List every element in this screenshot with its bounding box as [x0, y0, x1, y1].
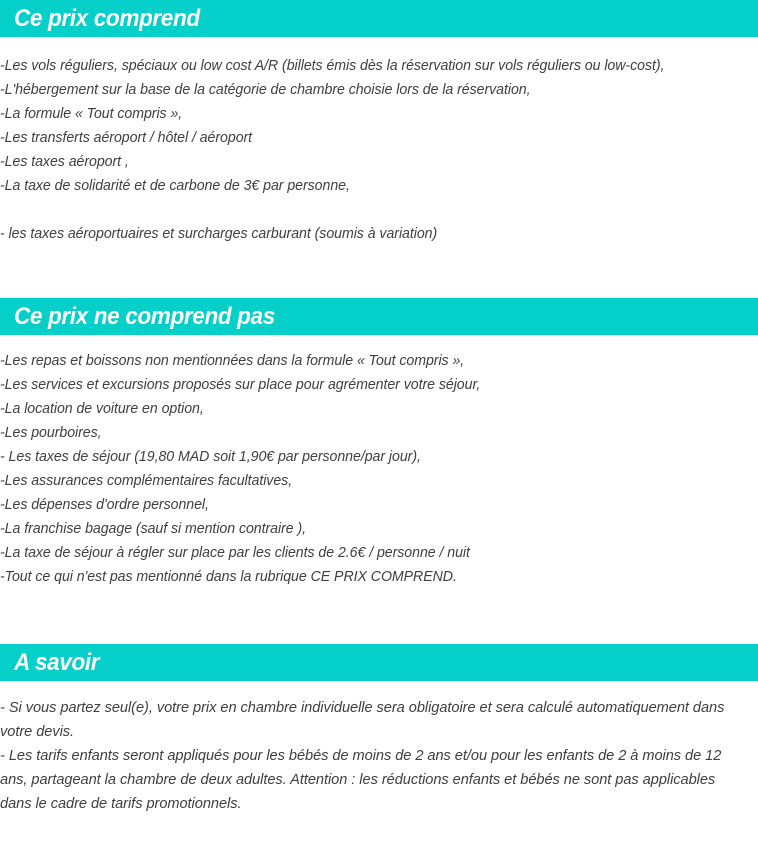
- list-item: -La franchise bagage (sauf si mention contraire ),: [0, 521, 307, 537]
- list-item: -Les assurances complémentaires facultatives,: [0, 473, 293, 489]
- section-body-ce-prix-comprend: [0, 37, 758, 246]
- list-item: -La taxe de séjour à régler sur place par les clients de 2.6€ / personne / nuit: [0, 545, 470, 561]
- section-header-a-savoir: [0, 644, 758, 681]
- list-item: -Les pourboires,: [0, 425, 102, 441]
- list-item: -La formule « Tout compris »,: [0, 106, 183, 122]
- list-item: -Les services et excursions proposés sur place pour agrémenter votre séjour,: [0, 377, 481, 393]
- list-item: -Les vols réguliers, spéciaux ou low cost A/R (billets émis dès la réservation sur vols réguliers ou low-cost),: [0, 58, 665, 74]
- list-item: -Les taxes aéroport ,: [0, 154, 129, 170]
- paragraph: - Les tarifs enfants seront appliqués pour les bébés de moins de 2 ans et/ou pour les enfants de 2 à moins de 12 ans, partageant la chambre de deux adultes. Attention : les réductions enfants et bébés ne sont pas applicables dans le cadre de tarifs promotionnels.: [0, 748, 722, 812]
- list-item: -Les dépenses d'ordre personnel,: [0, 497, 209, 513]
- section-body-a-savoir: [0, 681, 758, 816]
- section-body-ce-prix-ne-comprend-pas: [0, 335, 758, 589]
- section-title: Ce prix comprend: [14, 4, 200, 32]
- list-item: - Les taxes de séjour (19,80 MAD soit 1,90€ par personne/par jour),: [0, 449, 421, 465]
- section-title: Ce prix ne comprend pas: [14, 302, 275, 330]
- list-item: - les taxes aéroportuaires et surcharges carburant (soumis à variation): [0, 226, 438, 242]
- section-gap: [0, 246, 758, 298]
- list-item: -Les transferts aéroport / hôtel / aéroport: [0, 130, 253, 146]
- paragraph: - Si vous partez seul(e), votre prix en chambre individuelle sera obligatoire et sera calculé automatiquement dans votre devis.: [0, 700, 725, 740]
- list-item: -La taxe de solidarité et de carbone de 3€ par personne,: [0, 178, 350, 194]
- spacer-line: [0, 198, 728, 222]
- section-header-ce-prix-ne-comprend-pas: [0, 298, 758, 335]
- section-gap: [0, 589, 758, 644]
- list-item: -L'hébergement sur la base de la catégorie de chambre choisie lors de la réservation,: [0, 82, 531, 98]
- section-header-ce-prix-comprend: [0, 0, 758, 37]
- list-item: -Les repas et boissons non mentionnées dans la formule « Tout compris »,: [0, 353, 465, 369]
- list-item: -Tout ce qui n'est pas mentionné dans la rubrique CE PRIX COMPREND.: [0, 569, 457, 585]
- section-title: A savoir: [14, 648, 100, 676]
- list-item: -La location de voiture en option,: [0, 401, 204, 417]
